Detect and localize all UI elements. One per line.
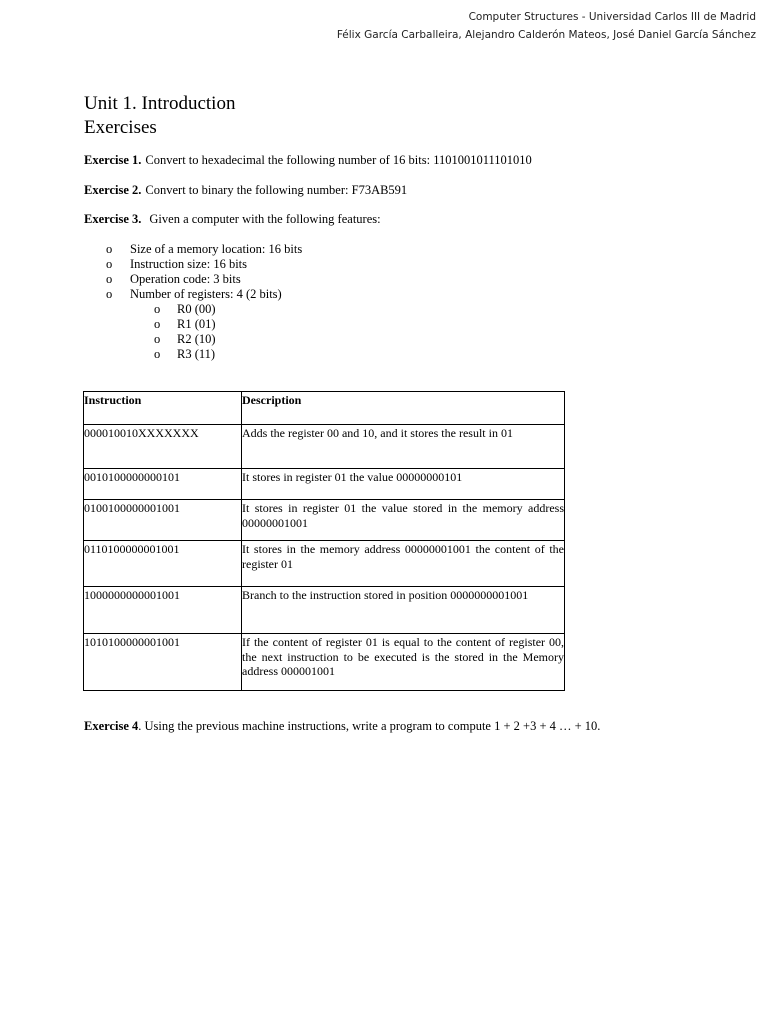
- bullet-mark: o: [154, 332, 161, 346]
- instruction-cell: 1000000000001001: [84, 587, 242, 634]
- exercise-2-text: Convert to binary the following number: F73AB591: [145, 183, 408, 197]
- exercise-3: [84, 212, 381, 227]
- column-header-instruction: Instruction: [84, 392, 242, 425]
- exercise-1-text: Convert to hexadecimal the following number of 16 bits: 1101001011101010: [145, 153, 532, 167]
- table-row: [84, 541, 565, 587]
- header-course: Computer Structures - Universidad Carlos III de Madrid: [468, 11, 756, 23]
- register-text: R2 (10): [177, 332, 216, 346]
- bullet-mark: o: [154, 302, 161, 316]
- bullet-mark: o: [154, 347, 161, 361]
- bullet-mark: o: [154, 317, 161, 331]
- page-header: [337, 8, 756, 44]
- exercise-2-label: Exercise 2.: [84, 183, 142, 197]
- bullet-mark: o: [106, 272, 113, 286]
- table-row: [84, 469, 565, 500]
- exercise-2: [84, 183, 407, 198]
- feature-text: Instruction size: 16 bits: [130, 257, 247, 271]
- exercise-3-label: Exercise 3.: [84, 212, 142, 226]
- header-authors: Félix García Carballeira, Alejandro Calderón Mateos, José Daniel García Sánchez: [336, 29, 756, 41]
- description-cell: Branch to the instruction stored in position 0000000001001: [242, 587, 565, 634]
- instruction-table: [83, 391, 565, 691]
- register-text: R3 (11): [177, 347, 216, 361]
- column-header-description: Description: [242, 392, 565, 425]
- exercise-4: [84, 719, 600, 734]
- exercise-4-text: . Using the previous machine instructions, write a program to compute 1 + 2 +3 + 4 … + 10.: [138, 719, 601, 733]
- feature-text: Operation code: 3 bits: [130, 272, 241, 286]
- feature-text: Size of a memory location: 16 bits: [130, 242, 303, 256]
- table-row: [84, 500, 565, 541]
- title-unit: Unit 1. Introduction: [84, 93, 236, 114]
- register-text: R1 (01): [177, 317, 216, 331]
- bullet-mark: o: [106, 242, 113, 256]
- page-title: [84, 92, 235, 140]
- table-row: [84, 634, 565, 691]
- description-cell: It stores in register 01 the value stored in the memory address 00000001001: [242, 500, 565, 541]
- table-row: [84, 587, 565, 634]
- instruction-cell: 0110100000001001: [84, 541, 242, 587]
- bullet-mark: o: [106, 287, 113, 301]
- description-cell: It stores in register 01 the value 00000000101: [242, 469, 565, 500]
- description-cell: It stores in the memory address 00000001001 the content of the register 01: [242, 541, 565, 587]
- description-cell: Adds the register 00 and 10, and it stores the result in 01: [242, 425, 565, 469]
- table-row: [84, 425, 565, 469]
- exercise-3-text: Given a computer with the following features:: [149, 212, 381, 226]
- exercise-4-label: Exercise 4: [84, 719, 139, 733]
- table-header-row: [84, 392, 565, 425]
- instruction-cell: 000010010XXXXXXX: [84, 425, 242, 469]
- feature-text: Number of registers: 4 (2 bits): [130, 287, 282, 301]
- title-exercises: Exercises: [84, 117, 157, 138]
- exercise-1: [84, 153, 532, 168]
- exercise-1-label: Exercise 1.: [84, 153, 142, 167]
- instruction-cell: 0100100000001001: [84, 500, 242, 541]
- bullet-mark: o: [106, 257, 113, 271]
- register-text: R0 (00): [177, 302, 216, 316]
- description-cell: If the content of register 01 is equal to the content of register 00, the next instruction to be executed is the stored in the Memory address 000001001: [242, 634, 565, 691]
- instruction-cell: 0010100000000101: [84, 469, 242, 500]
- instruction-cell: 1010100000001001: [84, 634, 242, 691]
